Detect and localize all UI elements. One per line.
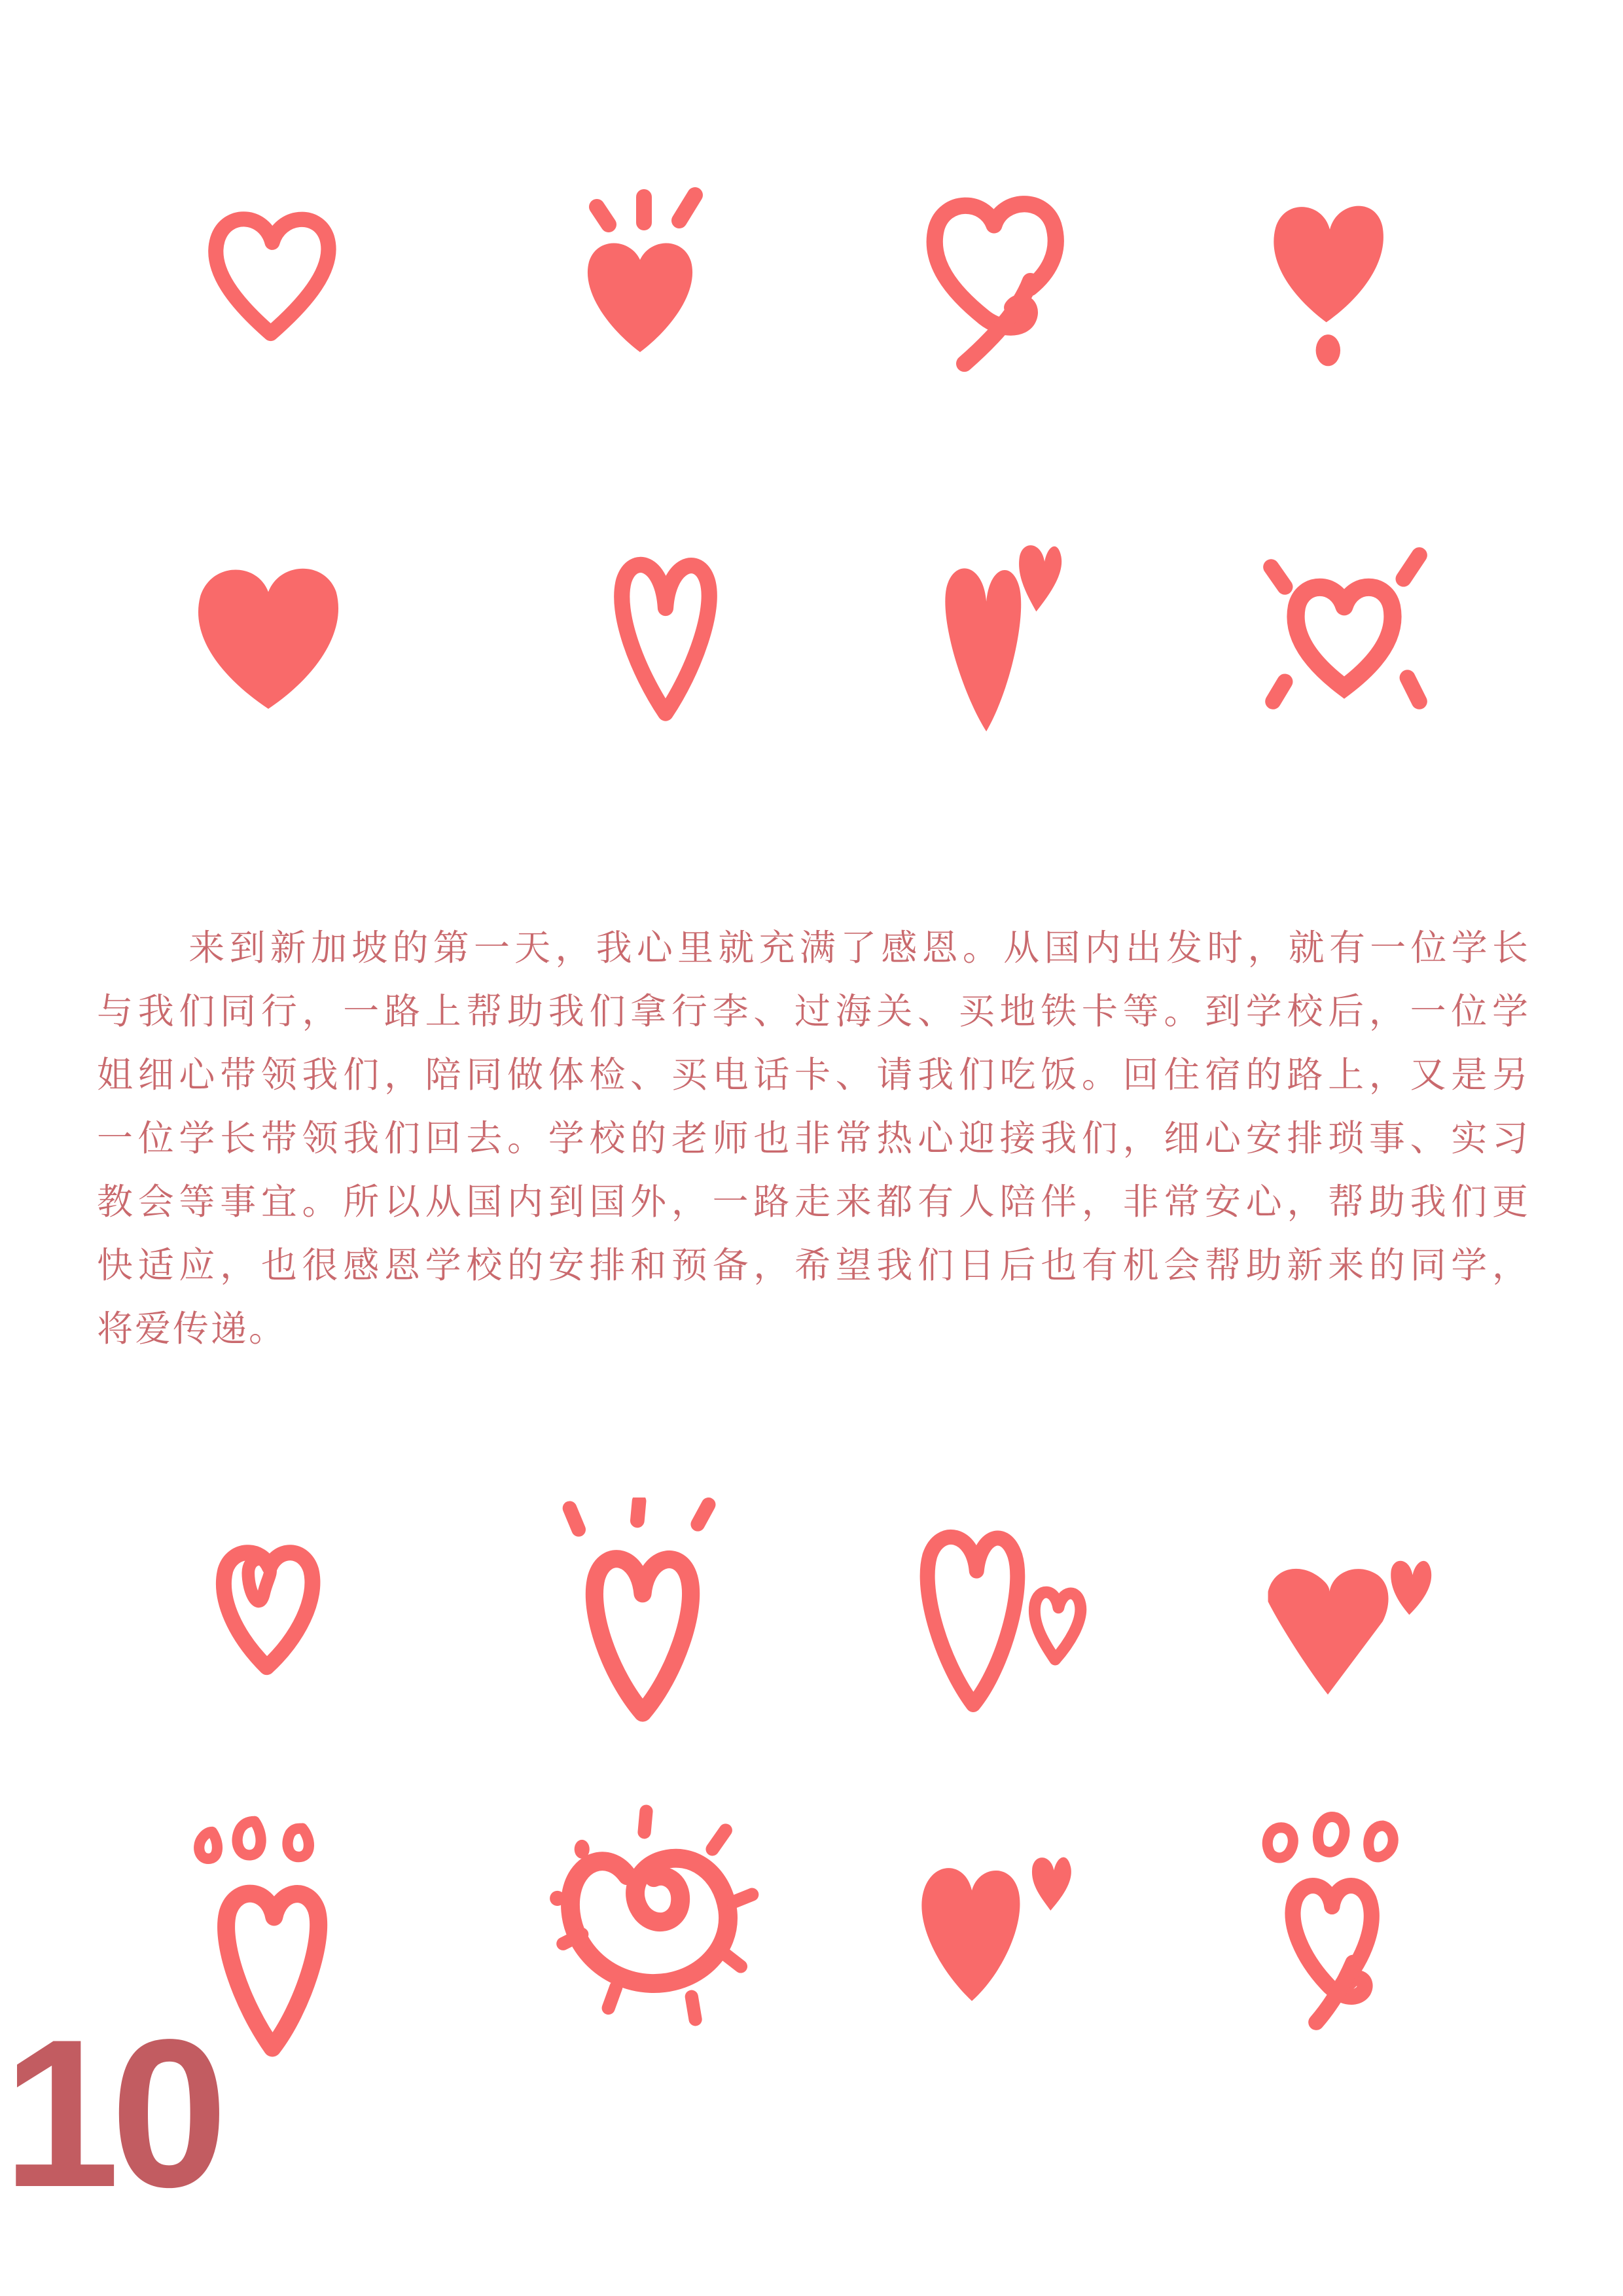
heart-outline-with-rays-icon — [554, 1498, 732, 1725]
heart-outline-pair-icon — [891, 1504, 1109, 1721]
paragraph-line: 姐细心带领我们，陪同做体检、买电话卡、请我们吃饭。回住宿的路上，又是另 — [97, 1054, 1530, 1095]
heart-filled-round-pair-icon — [898, 1823, 1099, 2021]
heart-filled-angular-pair-icon — [1241, 1518, 1458, 1710]
paragraph-line: 一位学长带领我们回去。学校的老师也非常热心迎接我们，细心安排琐事、实习 — [97, 1118, 1530, 1158]
heart-outline-icon — [196, 188, 348, 360]
paragraph-line: 将爱传递。 — [97, 1308, 287, 1349]
heart-filled-with-dot-icon — [1242, 173, 1418, 373]
heart-outline-with-sparkles-icon — [1239, 531, 1450, 729]
heart-filled-large-icon — [174, 535, 363, 724]
paragraph — [97, 916, 1530, 1361]
paragraph-line: 快适应，也很感恩学校的安排和预备，希望我们日后也有机会帮助新来的同学， — [97, 1245, 1530, 1285]
paragraph-line: 来到新加坡的第一天，我心里就充满了感恩。从国内出发时，就有一位学长 — [188, 927, 1530, 968]
heart-filled-tall-pair-icon — [906, 518, 1097, 751]
paragraph-line: 与我们同行，一路上帮助我们拿行李、过海关、买地铁卡等。到学校后，一位学 — [97, 991, 1530, 1031]
heart-outline-inner-loop-icon — [198, 1522, 341, 1698]
heart-scribble-sun-icon — [540, 1804, 768, 2042]
heart-filled-with-rays-icon — [538, 171, 734, 368]
heart-outline-tail-droplets-icon — [1241, 1808, 1416, 2037]
paragraph-line: 教会等事宜。所以从国内到国外，一路走来都有人陪伴，非常安心，帮助我们更 — [97, 1181, 1530, 1222]
heart-outline-with-tail-icon — [915, 178, 1080, 378]
heart-outline-tall-icon — [580, 529, 751, 730]
page-number: 10 — [3, 1996, 219, 2231]
